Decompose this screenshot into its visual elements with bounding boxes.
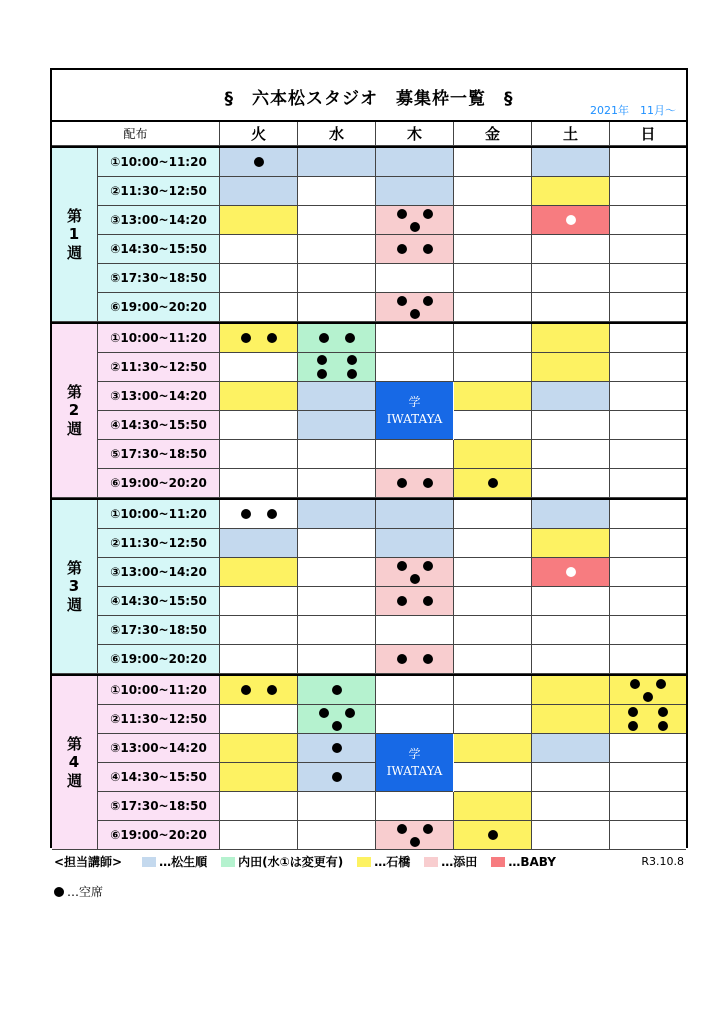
vacancy-dot-icon <box>423 596 433 606</box>
schedule-slot <box>376 705 454 734</box>
schedule-slot <box>454 148 532 177</box>
vacancy-dot-icon <box>241 333 251 343</box>
schedule-slot <box>454 206 532 235</box>
schedule-slot <box>454 587 532 616</box>
time-slot-label: ④14:30~15:50 <box>98 587 220 616</box>
week-label: 第4週 <box>52 676 98 850</box>
schedule-slot <box>376 324 454 353</box>
time-slot-label: ⑤17:30~18:50 <box>98 792 220 821</box>
schedule-slot <box>532 587 610 616</box>
vacancy-dot-icon <box>397 478 407 488</box>
schedule-slot <box>532 558 610 587</box>
schedule-slot <box>532 500 610 529</box>
schedule-slot <box>532 763 610 792</box>
schedule-slot <box>298 469 376 498</box>
vacancy-note-text: …空席 <box>67 885 104 899</box>
time-slot-label: ⑥19:00~20:20 <box>98 645 220 674</box>
schedule-slot <box>610 206 686 235</box>
vacancy-dot-icon <box>397 209 407 219</box>
time-slot-label: ①10:00~11:20 <box>98 500 220 529</box>
period-label: 2021年 11月～ <box>590 104 676 117</box>
schedule-slot <box>532 382 610 411</box>
vacancy-dot-icon <box>410 837 420 847</box>
schedule-slot <box>454 792 532 821</box>
schedule-table <box>50 68 688 848</box>
schedule-slot <box>298 763 376 792</box>
schedule-slot <box>532 324 610 353</box>
schedule-slot <box>220 235 298 264</box>
schedule-slot <box>454 529 532 558</box>
schedule-slot <box>220 734 298 763</box>
iwataya-name: IWATAYA <box>386 411 443 426</box>
schedule-slot <box>298 411 376 440</box>
schedule-slot <box>376 587 454 616</box>
schedule-slot <box>220 264 298 293</box>
schedule-slot <box>532 293 610 322</box>
schedule-slot <box>298 177 376 206</box>
vacancy-dot-icon <box>54 887 64 897</box>
schedule-slot <box>220 645 298 674</box>
day-header-5: 土 <box>532 122 610 146</box>
legend-swatch <box>142 857 156 867</box>
schedule-slot <box>454 705 532 734</box>
vacancy-dot-icon <box>423 824 433 834</box>
time-slot-label: ④14:30~15:50 <box>98 235 220 264</box>
legend-item <box>491 855 556 869</box>
schedule-slot <box>610 500 686 529</box>
day-header-6: 日 <box>610 122 686 146</box>
schedule-slot <box>376 206 454 235</box>
legend <box>54 853 684 870</box>
vacancy-dot-icon <box>241 685 251 695</box>
vacancy-dot-icon <box>254 157 264 167</box>
vacancy-dot-icon <box>319 333 329 343</box>
schedule-slot <box>610 676 686 705</box>
schedule-slot <box>376 616 454 645</box>
schedule-slot <box>532 469 610 498</box>
vacancy-dot-icon <box>423 561 433 571</box>
vacancy-dot-icon <box>643 692 653 702</box>
page-title: § 六本松スタジオ 募集枠一覧 § <box>224 89 514 109</box>
week-label: 第2週 <box>52 324 98 498</box>
legend-items <box>142 853 570 870</box>
schedule-slot <box>220 500 298 529</box>
schedule-slot <box>376 235 454 264</box>
schedule-slot <box>298 206 376 235</box>
vacancy-dot-icon <box>566 215 576 225</box>
schedule-slot <box>220 440 298 469</box>
schedule-slot <box>220 676 298 705</box>
vacancy-dot-icon <box>628 707 638 717</box>
vacancy-dot-icon <box>345 708 355 718</box>
schedule-slot <box>220 763 298 792</box>
schedule-slot <box>376 792 454 821</box>
day-header-3: 木 <box>376 122 454 146</box>
legend-text: …BABY <box>508 854 556 869</box>
legend-label: <担当講師> <box>54 855 123 869</box>
legend-item <box>142 853 207 870</box>
schedule-slot <box>298 382 376 411</box>
schedule-slot <box>376 148 454 177</box>
iwataya-block <box>376 382 453 440</box>
legend-swatch <box>221 857 235 867</box>
schedule-slot <box>454 411 532 440</box>
schedule-slot <box>454 440 532 469</box>
iwataya-block <box>376 734 453 792</box>
schedule-slot <box>610 293 686 322</box>
vacancy-dot-icon <box>423 478 433 488</box>
schedule-slot <box>220 148 298 177</box>
legend-text: 内田(水①は変更有) <box>238 855 344 869</box>
legend-item <box>424 853 477 870</box>
schedule-slot <box>610 235 686 264</box>
schedule-slot <box>298 792 376 821</box>
schedule-slot <box>532 792 610 821</box>
vacancy-dot-icon <box>410 309 420 319</box>
legend-text: …松生順 <box>159 855 208 869</box>
schedule-slot <box>220 206 298 235</box>
schedule-slot <box>610 353 686 382</box>
time-slot-label: ⑥19:00~20:20 <box>98 821 220 850</box>
schedule-slot <box>532 235 610 264</box>
schedule-slot <box>220 529 298 558</box>
schedule-slot <box>532 353 610 382</box>
schedule-slot <box>454 469 532 498</box>
schedule-slot <box>610 645 686 674</box>
legend-item <box>357 853 410 870</box>
haifu-label: 配布 <box>123 127 148 141</box>
schedule-slot <box>532 529 610 558</box>
vacancy-dot-icon <box>347 355 357 365</box>
schedule-slot <box>532 734 610 763</box>
vacancy-dot-icon <box>319 708 329 718</box>
time-slot-label: ②11:30~12:50 <box>98 353 220 382</box>
schedule-slot <box>454 293 532 322</box>
header-haifu-cell <box>52 122 220 146</box>
schedule-slot <box>220 587 298 616</box>
vacancy-dot-icon <box>267 509 277 519</box>
schedule-slot <box>220 293 298 322</box>
vacancy-dot-icon <box>628 721 638 731</box>
schedule-slot <box>610 382 686 411</box>
schedule-slot <box>454 500 532 529</box>
schedule-slot <box>220 821 298 850</box>
schedule-slot <box>298 235 376 264</box>
time-slot-label: ⑥19:00~20:20 <box>98 293 220 322</box>
vacancy-dot-icon <box>267 333 277 343</box>
time-slot-label: ④14:30~15:50 <box>98 763 220 792</box>
schedule-slot <box>376 500 454 529</box>
schedule-slot <box>610 264 686 293</box>
time-slot-label: ①10:00~11:20 <box>98 148 220 177</box>
vacancy-dot-icon <box>267 685 277 695</box>
schedule-slot <box>532 821 610 850</box>
vacancy-dot-icon <box>397 296 407 306</box>
vacancy-dot-icon <box>332 685 342 695</box>
schedule-slot <box>220 616 298 645</box>
schedule-slot <box>610 558 686 587</box>
time-slot-label: ③13:00~14:20 <box>98 382 220 411</box>
schedule-slot <box>610 177 686 206</box>
vacancy-dot-icon <box>423 209 433 219</box>
schedule-slot <box>376 676 454 705</box>
vacancy-dot-icon <box>397 561 407 571</box>
time-slot-label: ②11:30~12:50 <box>98 705 220 734</box>
time-slot-label: ①10:00~11:20 <box>98 324 220 353</box>
vacancy-dot-icon <box>658 707 668 717</box>
vacancy-dot-icon <box>397 654 407 664</box>
schedule-slot <box>376 529 454 558</box>
vacancy-dot-icon <box>345 333 355 343</box>
schedule-slot <box>298 821 376 850</box>
time-slot-label: ⑤17:30~18:50 <box>98 440 220 469</box>
legend-swatch <box>491 857 505 867</box>
vacancy-dot-icon <box>658 721 668 731</box>
time-slot-label: ②11:30~12:50 <box>98 177 220 206</box>
schedule-slot <box>532 411 610 440</box>
schedule-slot <box>454 177 532 206</box>
schedule-slot <box>610 529 686 558</box>
vacancy-dot-icon <box>241 509 251 519</box>
schedule-slot <box>610 734 686 763</box>
week-label: 第3週 <box>52 500 98 674</box>
vacancy-note <box>54 883 103 900</box>
schedule-slot <box>610 469 686 498</box>
vacancy-dot-grid <box>628 707 668 731</box>
iwataya-kanji: 学 <box>408 746 421 761</box>
schedule-slot <box>220 792 298 821</box>
time-slot-label: ②11:30~12:50 <box>98 529 220 558</box>
vacancy-dot-icon <box>566 567 576 577</box>
vacancy-dot-icon <box>332 743 342 753</box>
schedule-slot <box>298 293 376 322</box>
schedule-slot <box>298 529 376 558</box>
iwataya-name: IWATAYA <box>386 763 443 778</box>
legend-swatch <box>424 857 438 867</box>
schedule-slot <box>376 645 454 674</box>
vacancy-dot-icon <box>630 679 640 689</box>
day-header-4: 金 <box>454 122 532 146</box>
schedule-slot <box>298 676 376 705</box>
schedule-slot <box>454 763 532 792</box>
schedule-slot <box>298 734 376 763</box>
schedule-slot <box>610 411 686 440</box>
schedule-slot <box>454 558 532 587</box>
schedule-slot <box>220 705 298 734</box>
time-slot-label: ⑥19:00~20:20 <box>98 469 220 498</box>
schedule-slot <box>298 353 376 382</box>
schedule-slot <box>454 676 532 705</box>
schedule-slot <box>610 616 686 645</box>
day-header-2: 水 <box>298 122 376 146</box>
vacancy-dot-icon <box>397 596 407 606</box>
schedule-slot <box>610 440 686 469</box>
vacancy-dot-icon <box>397 824 407 834</box>
time-slot-label: ③13:00~14:20 <box>98 206 220 235</box>
schedule-slot <box>532 676 610 705</box>
schedule-slot <box>376 440 454 469</box>
schedule-slot <box>298 440 376 469</box>
version-label: R3.10.8 <box>641 855 684 868</box>
vacancy-dot-icon <box>423 296 433 306</box>
schedule-slot <box>454 235 532 264</box>
vacancy-dot-icon <box>488 478 498 488</box>
iwataya-kanji: 学 <box>408 394 421 409</box>
time-slot-label: ⑤17:30~18:50 <box>98 616 220 645</box>
time-slot-label: ④14:30~15:50 <box>98 411 220 440</box>
schedule-slot <box>610 792 686 821</box>
legend-text: …石橋 <box>374 855 411 869</box>
vacancy-dot-icon <box>347 369 357 379</box>
schedule-slot <box>532 616 610 645</box>
schedule-slot <box>532 206 610 235</box>
vacancy-dot-icon <box>332 721 342 731</box>
legend-item <box>221 853 343 870</box>
day-header-1: 火 <box>220 122 298 146</box>
schedule-slot <box>220 353 298 382</box>
schedule-slot <box>376 821 454 850</box>
schedule-slot <box>376 264 454 293</box>
vacancy-dot-icon <box>317 369 327 379</box>
schedule-slot <box>610 705 686 734</box>
schedule-slot <box>298 587 376 616</box>
legend-swatch <box>357 857 371 867</box>
vacancy-dot-icon <box>488 830 498 840</box>
schedule-slot <box>610 587 686 616</box>
vacancy-dot-icon <box>410 574 420 584</box>
schedule-slot <box>376 558 454 587</box>
schedule-slot <box>298 558 376 587</box>
schedule-slot <box>454 645 532 674</box>
schedule-slot <box>532 645 610 674</box>
schedule-slot <box>454 821 532 850</box>
schedule-slot <box>610 148 686 177</box>
schedule-slot <box>454 264 532 293</box>
schedule-slot <box>610 324 686 353</box>
schedule-slot <box>454 734 532 763</box>
time-slot-label: ①10:00~11:20 <box>98 676 220 705</box>
schedule-slot <box>532 177 610 206</box>
schedule-slot <box>376 469 454 498</box>
schedule-slot <box>454 382 532 411</box>
vacancy-dot-icon <box>397 244 407 254</box>
time-slot-label: ③13:00~14:20 <box>98 558 220 587</box>
schedule-slot <box>454 353 532 382</box>
schedule-slot <box>298 705 376 734</box>
schedule-slot <box>532 148 610 177</box>
schedule-slot <box>298 500 376 529</box>
schedule-slot <box>532 440 610 469</box>
schedule-slot <box>532 705 610 734</box>
schedule-slot <box>298 324 376 353</box>
vacancy-dot-icon <box>656 679 666 689</box>
vacancy-dot-icon <box>317 355 327 365</box>
schedule-slot <box>298 645 376 674</box>
schedule-slot <box>376 293 454 322</box>
schedule-slot <box>376 353 454 382</box>
schedule-slot <box>220 177 298 206</box>
schedule-slot <box>220 411 298 440</box>
legend-text: …添田 <box>441 855 478 869</box>
schedule-slot <box>298 148 376 177</box>
schedule-slot <box>610 763 686 792</box>
schedule-slot <box>376 177 454 206</box>
week-label: 第1週 <box>52 148 98 322</box>
vacancy-dot-icon <box>332 772 342 782</box>
schedule-slot <box>220 324 298 353</box>
schedule-slot <box>298 616 376 645</box>
schedule-slot <box>454 324 532 353</box>
time-slot-label: ③13:00~14:20 <box>98 734 220 763</box>
vacancy-dot-icon <box>410 222 420 232</box>
vacancy-dot-icon <box>423 654 433 664</box>
schedule-slot <box>610 821 686 850</box>
schedule-slot <box>220 469 298 498</box>
schedule-slot <box>298 264 376 293</box>
schedule-slot <box>454 616 532 645</box>
schedule-slot <box>220 558 298 587</box>
time-slot-label: ⑤17:30~18:50 <box>98 264 220 293</box>
vacancy-dot-icon <box>423 244 433 254</box>
title-row <box>52 70 686 122</box>
vacancy-dot-grid <box>317 355 357 379</box>
schedule-slot <box>220 382 298 411</box>
schedule-slot <box>532 264 610 293</box>
